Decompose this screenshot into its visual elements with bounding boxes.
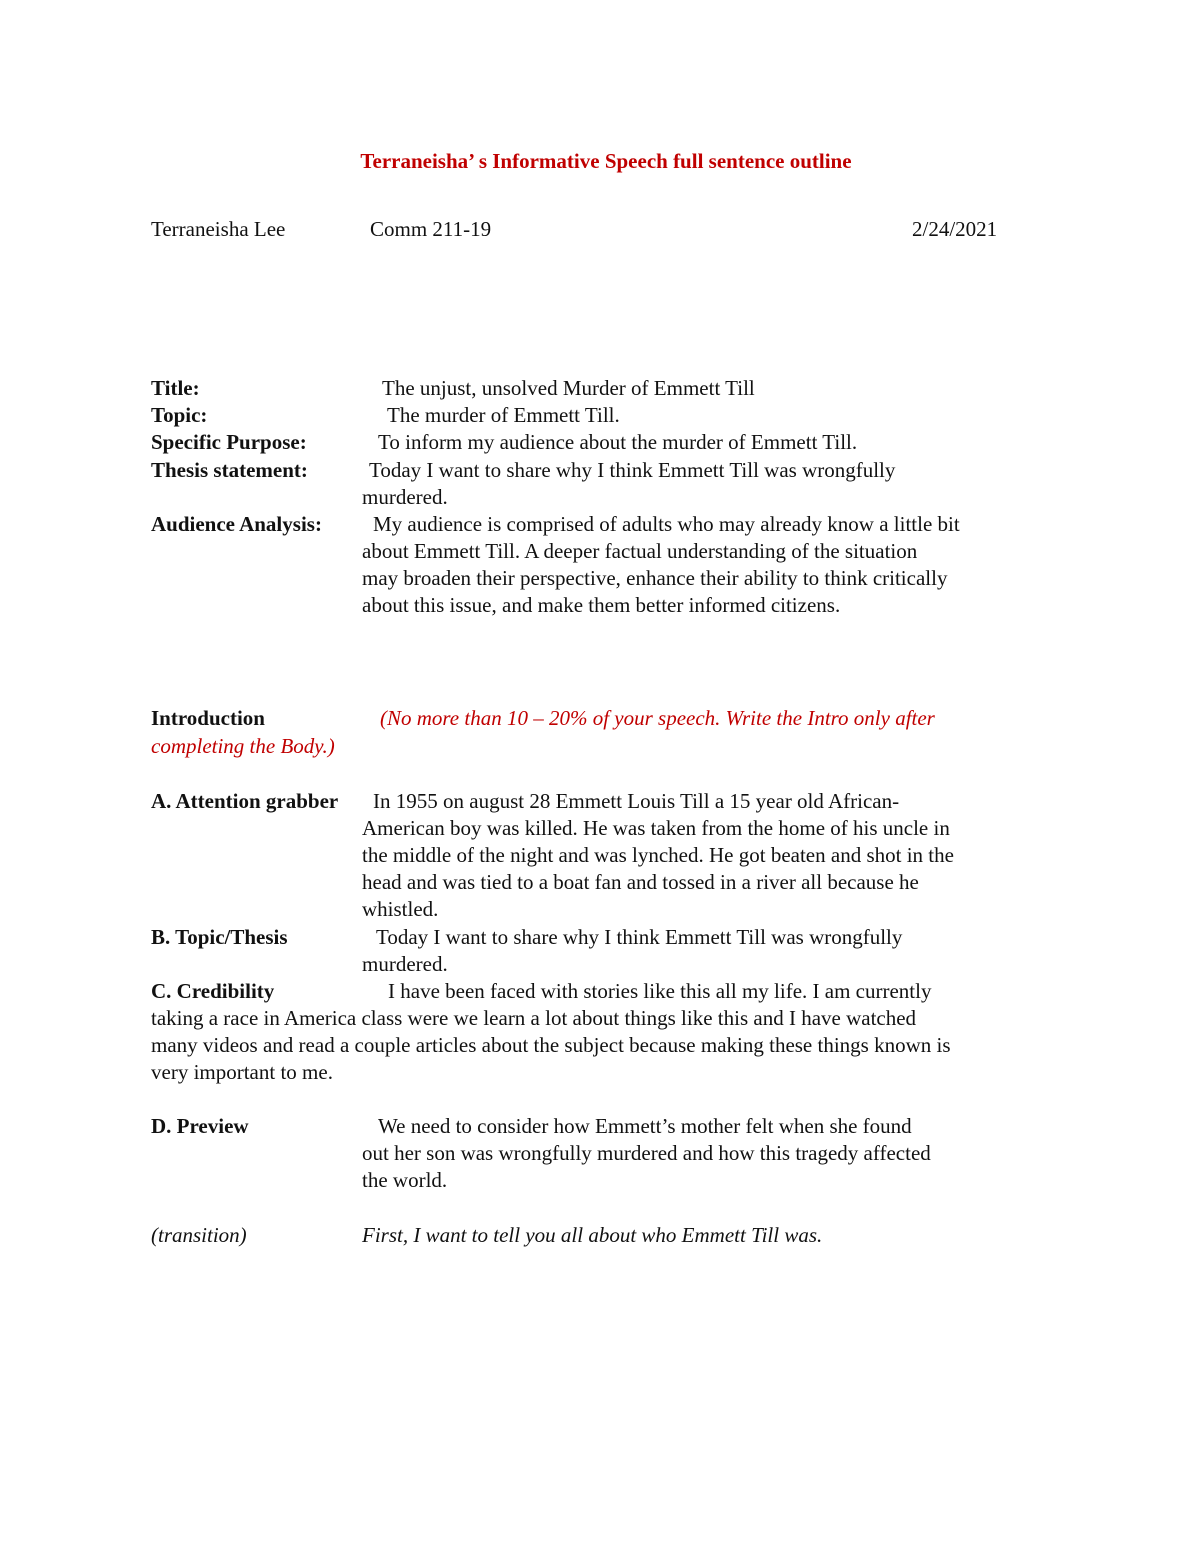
document-date: 2/24/2021 <box>912 217 998 241</box>
purpose-label: Specific Purpose: <box>151 430 307 454</box>
credibility-line: taking a race in America class were we learn a lot about things like this and I have watched <box>151 1006 917 1030</box>
purpose-value: To inform my audience about the murder of Emmett Till. <box>378 430 858 454</box>
audience-label: Audience Analysis: <box>151 512 322 536</box>
introduction-note: (No more than 10 – 20% of your speech. Write the Intro only after <box>380 706 935 730</box>
thesis-line: Today I want to share why I think Emmett Till was wrongfully <box>369 458 896 482</box>
audience-line: about Emmett Till. A deeper factual understanding of the situation <box>362 539 918 563</box>
credibility-label: C. Credibility <box>151 979 275 1003</box>
attention-line: the middle of the night and was lynched. He got beaten and shot in the <box>362 843 954 867</box>
credibility-line: very important to me. <box>151 1060 333 1084</box>
topic-thesis-label: B. Topic/Thesis <box>151 925 288 949</box>
author-name: Terraneisha Lee <box>151 217 286 241</box>
audience-line: about this issue, and make them better informed citizens. <box>362 593 841 617</box>
thesis-line: murdered. <box>362 485 448 509</box>
attention-line: head and was tied to a boat fan and tossed in a river all because he <box>362 870 919 894</box>
topic-thesis-line: Today I want to share why I think Emmett Till was wrongfully <box>376 925 903 949</box>
preview-line: the world. <box>362 1168 448 1192</box>
transition-text: First, I want to tell you all about who Emmett Till was. <box>362 1223 823 1247</box>
introduction-note: completing the Body.) <box>151 734 335 758</box>
attention-line: whistled. <box>362 897 439 921</box>
title-value: The unjust, unsolved Murder of Emmett Till <box>382 376 755 400</box>
preview-line: We need to consider how Emmett’s mother felt when she found <box>378 1114 912 1138</box>
topic-value: The murder of Emmett Till. <box>387 403 620 427</box>
preview-label: D. Preview <box>151 1114 249 1138</box>
attention-label: A. Attention grabber <box>151 789 339 813</box>
transition-label: (transition) <box>151 1223 247 1247</box>
title-label: Title: <box>151 376 200 400</box>
topic-thesis-line: murdered. <box>362 952 448 976</box>
credibility-line: many videos and read a couple articles about the subject because making these things known is <box>151 1033 951 1057</box>
document-title: Terraneisha’ s Informative Speech full sentence outline <box>360 149 852 173</box>
attention-line: American boy was killed. He was taken from the home of his uncle in <box>362 816 950 840</box>
credibility-line: I have been faced with stories like this all my life. I am currently <box>388 979 932 1003</box>
audience-line: may broaden their perspective, enhance their ability to think critically <box>362 566 948 590</box>
topic-label: Topic: <box>151 403 208 427</box>
course-code: Comm 211-19 <box>370 217 492 241</box>
preview-line: out her son was wrongfully murdered and how this tragedy affected <box>362 1141 931 1165</box>
thesis-label: Thesis statement: <box>151 458 308 482</box>
audience-line: My audience is comprised of adults who may already know a little bit <box>373 512 960 536</box>
introduction-heading: Introduction <box>151 706 265 730</box>
attention-line: In 1955 on august 28 Emmett Louis Till a 15 year old African- <box>373 789 900 813</box>
